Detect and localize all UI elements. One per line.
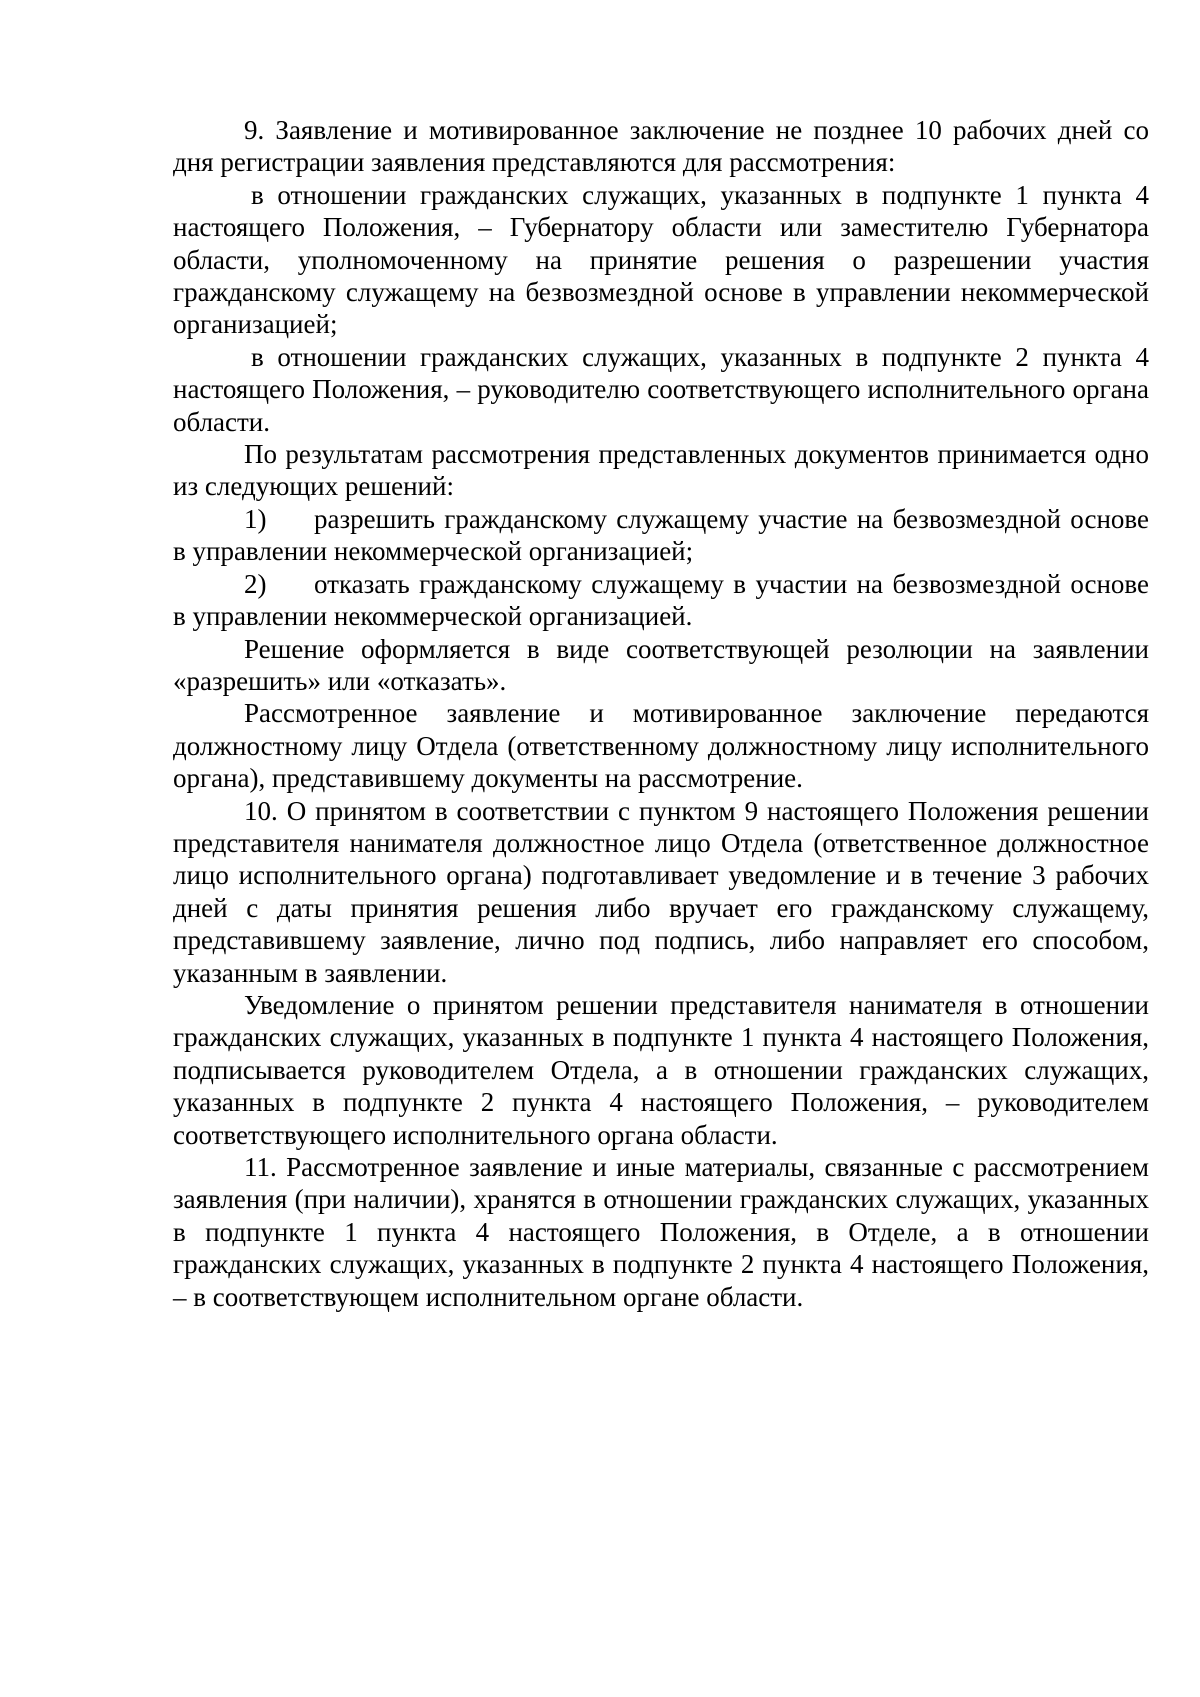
decision-number: 2) [244,568,267,599]
paragraph-subpoint-2: в отношении гражданских служащих, указанных в подпункте 2 пункта 4 настоящего Положения, – руководителю соответствующего исполнительного органа области. [173,341,1149,437]
paragraph-11: 11. Рассмотренное заявление и иные материалы, связанные с рассмотрением заявления (при наличии), хранятся в отношении гражданских служащих, указанных в подпункте 1 пункта 4 настоящего Положения, в Отделе, а в отношении гражданских служащих, указанных в подпункте 2 пункта 4 настоящего Положения, – в соответствующем исполнительном органе области. [173,1152,1149,1312]
decision-text: отказать гражданскому служащему в участии на безвозмездной основе в управлении некоммерческой организацией. [173,568,1149,632]
decision-text: разрешить гражданскому служащему участие на безвозмездной основе в управлении некоммерческой организацией; [173,503,1149,567]
decision-item-2 [173,568,1149,633]
decision-number: 1) [244,503,267,534]
paragraph-9: 9. Заявление и мотивированное заключение не позднее 10 рабочих дней со дня регистрации заявления представляются для рассмотрения: [173,115,1149,178]
paragraph-notification: Уведомление о принятом решении представителя нанимателя в отношении гражданских служащих, указанных в подпункте 1 пункта 4 настоящего Положения, подписывается руководителем Отдела, а в отношении гражданских служащих, указанных в подпункте 2 пункта 4 настоящего Положения, – руководителем соответствующего исполнительного органа области. [173,989,1149,1150]
paragraph-decisions-intro: По результатам рассмотрения представленных документов принимается одно из следующих решений: [173,439,1149,502]
decision-item-1 [173,503,1149,568]
paragraph-subpoint-1: в отношении гражданских служащих, указанных в подпункте 1 пункта 4 настоящего Положения, – Губернатору области или заместителю Губернатора области, уполномоченному на принятие решения о разрешении участия гражданскому служащему на безвозмездной основе в управлении некоммерческой организацией; [173,179,1149,340]
paragraph-10: 10. О принятом в соответствии с пунктом 9 настоящего Положения решении представителя нанимателя должностное лицо Отдела (ответственное должностное лицо исполнительного органа) подготавливает уведомление и в течение 3 рабочих дней с даты принятия решения либо вручает его гражданскому служащему, представившему заявление, лично под подпись, либо направляет его способом, указанным в заявлении. [173,795,1149,988]
paragraph-transfer: Рассмотренное заявление и мотивированное заключение передаются должностному лицу Отдела (ответственному должностному лицу исполнительного органа), представившему документы на рассмотрение. [173,698,1149,794]
document-body [173,114,1149,1313]
paragraph-resolution: Решение оформляется в виде соответствующей резолюции на заявлении «разрешить» или «отказать». [173,633,1149,696]
